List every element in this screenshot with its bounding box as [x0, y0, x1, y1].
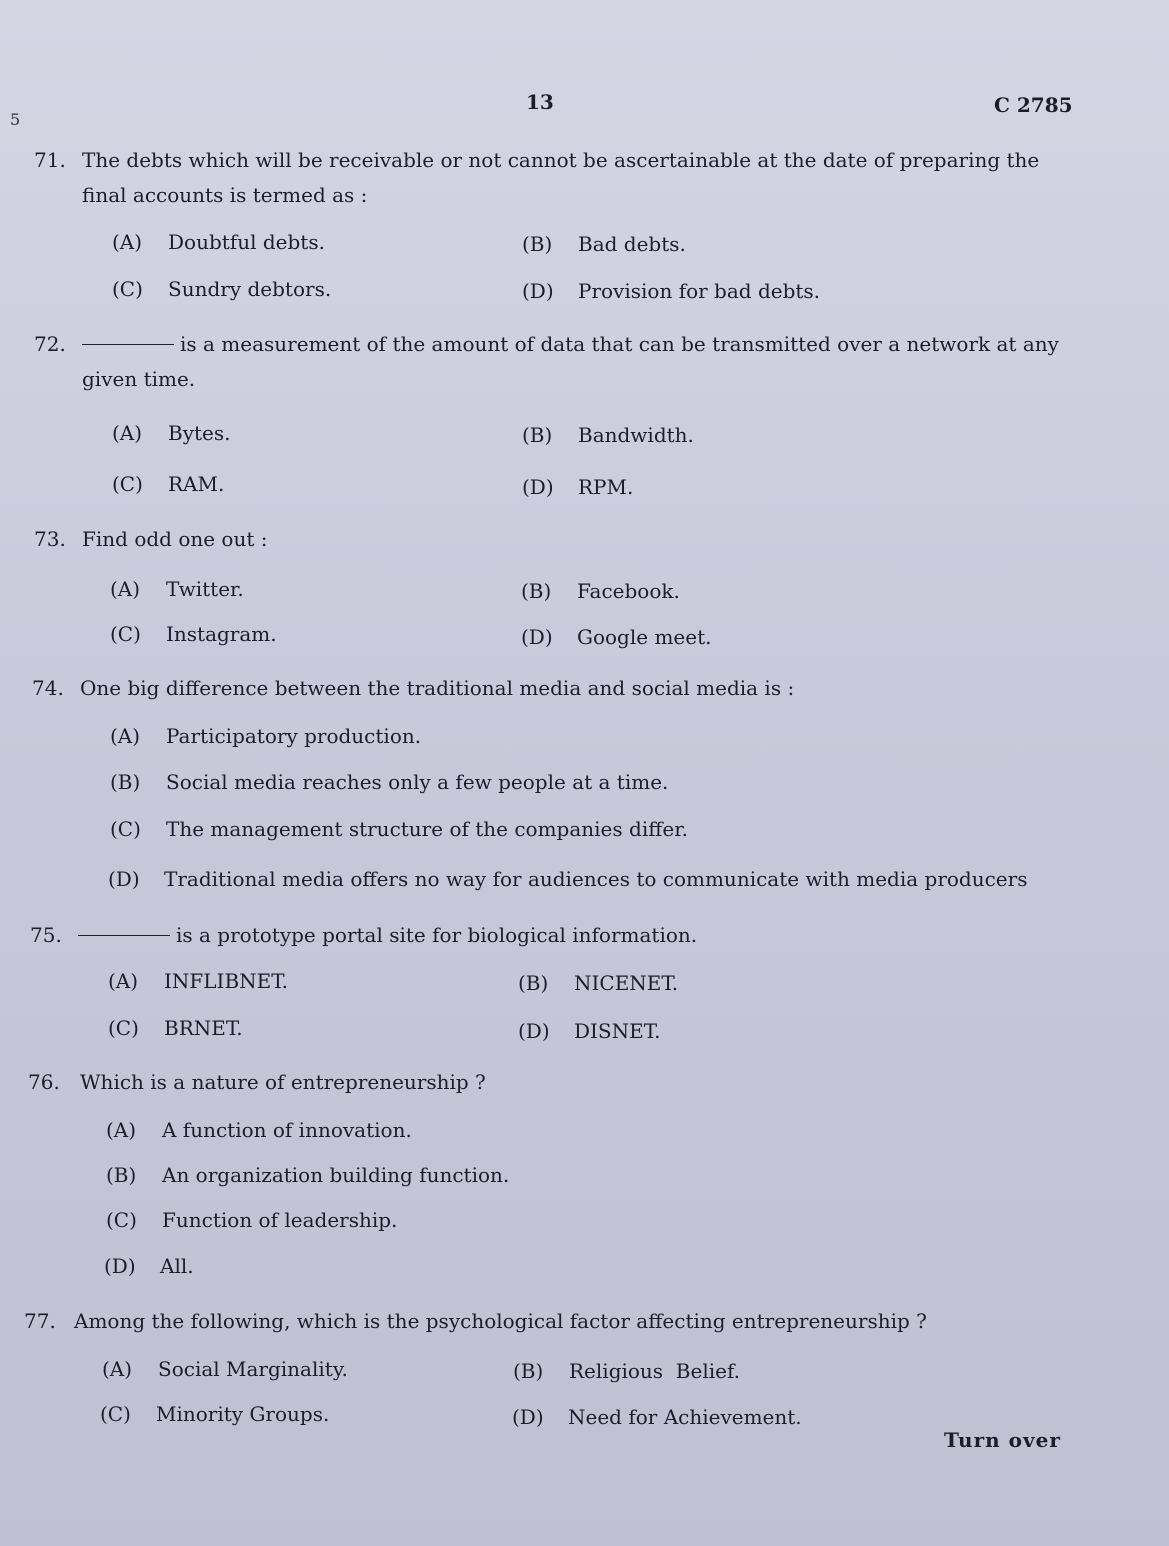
option-text: Google meet.	[577, 625, 712, 649]
option-77-c	[100, 1402, 329, 1426]
option-text: A function of innovation.	[162, 1118, 412, 1142]
option-label: (C)	[112, 472, 143, 496]
question-number: 74.	[32, 676, 64, 700]
question-number: 75.	[30, 923, 62, 947]
option-label: (A)	[112, 230, 143, 254]
option-74-d	[108, 867, 1027, 891]
question-text: Which is a nature of entrepreneurship ?	[80, 1070, 486, 1094]
option-text: Doubtful debts.	[168, 230, 325, 254]
option-76-b	[106, 1163, 509, 1187]
option-text: Bad debts.	[578, 232, 686, 256]
option-text: Social Marginality.	[158, 1357, 348, 1381]
option-label: (C)	[112, 277, 143, 301]
option-label: (C)	[110, 817, 141, 841]
option-76-a	[106, 1118, 412, 1142]
question-text: Among the following, which is the psychological factor affecting entrepreneurship ?	[74, 1309, 927, 1333]
option-label: (D)	[521, 625, 553, 649]
option-label: (D)	[108, 867, 140, 891]
option-75-c	[108, 1016, 243, 1040]
option-text: NICENET.	[574, 971, 679, 995]
option-text: Sundry debtors.	[168, 277, 332, 301]
option-text: All.	[160, 1254, 194, 1278]
option-73-c	[110, 622, 277, 646]
option-label: (B)	[522, 232, 553, 256]
option-71-b	[522, 232, 686, 256]
option-text: Twitter.	[166, 577, 244, 601]
question-number: 73.	[34, 527, 66, 551]
question-text: Find odd one out :	[82, 527, 268, 551]
option-72-a	[112, 421, 231, 445]
option-text: INFLIBNET.	[164, 969, 289, 993]
option-label: (B)	[106, 1163, 137, 1187]
option-label: (A)	[108, 969, 139, 993]
option-label: (A)	[106, 1118, 137, 1142]
option-76-d	[104, 1254, 194, 1278]
option-77-a	[102, 1357, 348, 1381]
option-71-a	[112, 230, 325, 254]
question-74	[32, 671, 1072, 706]
option-text: Bandwidth.	[578, 423, 694, 447]
question-number: 76.	[28, 1070, 60, 1094]
option-73-d	[521, 625, 711, 649]
option-75-d	[518, 1019, 661, 1043]
exam-code: C 2785	[994, 93, 1073, 117]
option-76-c	[106, 1208, 397, 1232]
option-label: (B)	[521, 579, 552, 603]
option-text: Function of leadership.	[162, 1208, 398, 1232]
option-label: (A)	[110, 724, 141, 748]
option-label: (A)	[110, 577, 141, 601]
option-text: Provision for bad debts.	[578, 279, 821, 303]
option-label: (D)	[518, 1019, 550, 1043]
question-72	[34, 327, 1074, 397]
fill-in-blank	[82, 344, 174, 345]
option-text: BRNET.	[164, 1016, 243, 1040]
option-74-b	[110, 770, 668, 794]
option-text: Traditional media offers no way for audiences to communicate with media producers	[164, 867, 1028, 891]
option-label: (B)	[522, 423, 553, 447]
option-text: DISNET.	[574, 1019, 661, 1043]
option-label: (C)	[108, 1016, 139, 1040]
option-text: Bytes.	[168, 421, 231, 445]
option-74-a	[110, 724, 421, 748]
option-label: (A)	[102, 1357, 133, 1381]
option-label: (D)	[512, 1405, 544, 1429]
option-label: (D)	[522, 279, 554, 303]
question-text: The debts which will be receivable or not cannot be ascertainable at the date of preparing the final accounts is termed as :	[82, 148, 1040, 207]
option-75-a	[108, 969, 288, 993]
fill-in-blank	[78, 935, 170, 936]
question-76	[28, 1065, 1068, 1100]
option-74-c	[110, 817, 688, 841]
turn-over-note: Turn over	[944, 1428, 1061, 1452]
option-72-d	[522, 475, 633, 499]
option-label: (B)	[110, 770, 141, 794]
option-73-b	[521, 579, 680, 603]
option-label: (C)	[100, 1402, 131, 1426]
option-label: (C)	[106, 1208, 137, 1232]
option-73-a	[110, 577, 244, 601]
option-label: (B)	[518, 971, 549, 995]
option-text: RAM.	[168, 472, 225, 496]
question-73	[34, 522, 1074, 557]
option-label: (C)	[110, 622, 141, 646]
question-text: One big difference between the traditional media and social media is :	[80, 676, 795, 700]
option-text: Religious Belief.	[569, 1359, 740, 1383]
option-text: Instagram.	[166, 622, 277, 646]
option-text: An organization building function.	[162, 1163, 510, 1187]
option-text: The management structure of the companies differ.	[166, 817, 688, 841]
option-text: Minority Groups.	[156, 1402, 330, 1426]
question-number: 71.	[34, 148, 66, 172]
question-75	[30, 918, 1070, 953]
page-number: 13	[526, 90, 554, 114]
option-72-b	[522, 423, 694, 447]
option-77-d	[512, 1405, 802, 1429]
option-label: (D)	[104, 1254, 136, 1278]
option-text: Participatory production.	[166, 724, 422, 748]
option-label: (A)	[112, 421, 143, 445]
question-text: is a measurement of the amount of data that can be transmitted over a network at any given time.	[82, 332, 1059, 391]
question-number: 77.	[24, 1309, 56, 1333]
option-75-b	[518, 971, 678, 995]
question-77	[24, 1304, 1064, 1339]
option-71-c	[112, 277, 331, 301]
option-label: (B)	[513, 1359, 544, 1383]
option-text: Facebook.	[577, 579, 680, 603]
option-72-c	[112, 472, 224, 496]
option-text: Need for Achievement.	[568, 1405, 802, 1429]
question-text: is a prototype portal site for biological information.	[176, 923, 698, 947]
option-text: Social media reaches only a few people at a time.	[166, 770, 669, 794]
question-71	[34, 143, 1074, 213]
question-number: 72.	[34, 332, 66, 356]
option-77-b	[513, 1359, 740, 1383]
option-text: RPM.	[578, 475, 634, 499]
option-71-d	[522, 279, 820, 303]
margin-mark: 5	[10, 110, 21, 129]
option-label: (D)	[522, 475, 554, 499]
